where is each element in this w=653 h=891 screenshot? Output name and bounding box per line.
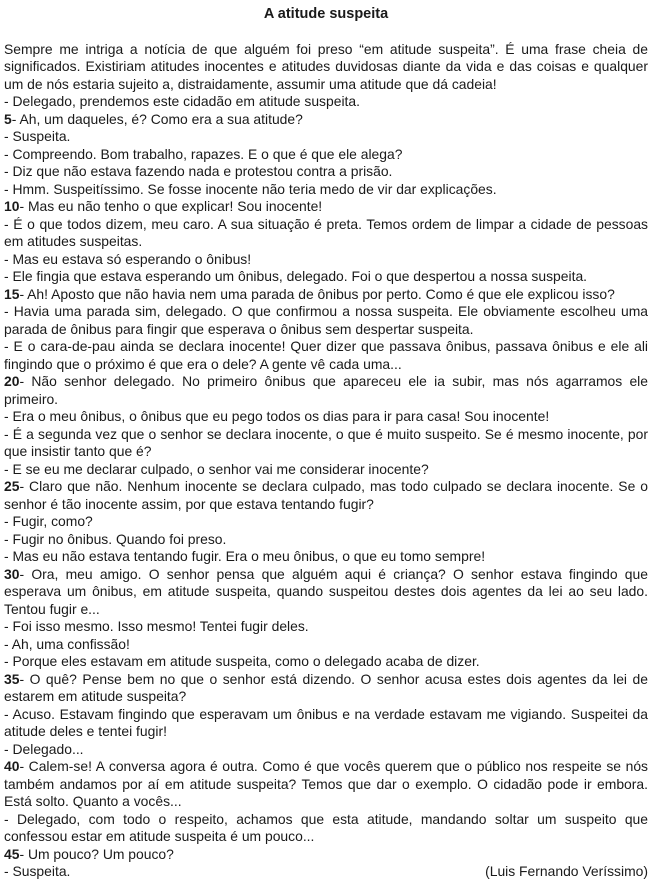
line-text: Sempre me intriga a notícia de que alguém foi preso “em atitude suspeita”. É uma frase cheia de significados. Existiriam atitudes inocentes e atitudes duvidosas diante da vida e das coisas e qualquer um de nós estaria sujeito a, distraidamente, assumir uma atitude que dá cadeia! [4, 40, 648, 92]
line-text: - Fugir no ônibus. Quando foi preso. [4, 530, 227, 547]
text-line [4, 741, 648, 759]
line-text: - E se eu me declarar culpado, o senhor vai me considerar inocente? [4, 460, 429, 477]
text-line [4, 146, 648, 164]
text-line [4, 706, 648, 741]
line-text: - Havia uma parada sim, delegado. O que confirmou a nossa suspeita. Ele obviamente escolheu uma parada de ônibus para fingir que esperava o ônibus sem despertar suspeita. [4, 303, 648, 337]
text-line [4, 758, 648, 811]
line-text: - Calem-se! A conversa agora é outra. Como é que vocês querem que o público nos respeite se nós também andamos por aí em atitude suspeita? Temos que dar o exemplo. O cidadão pode ir embora. Está solto. Quanto a vocês... [4, 758, 648, 809]
line-number: 35 [4, 670, 20, 687]
line-text: - É o que todos dizem, meu caro. A sua situação é preta. Temos ordem de limpar a cidade de pessoas em atitudes suspeitas. [4, 215, 648, 249]
text-line [4, 811, 648, 846]
text-line [4, 548, 648, 566]
line-text: - Um pouco? Um pouco? [19, 845, 174, 862]
closing-text: - Suspeita. [4, 863, 71, 879]
line-text: - Delegado, prendemos este cidadão em atitude suspeita. [4, 93, 360, 109]
line-number: 25 [4, 478, 20, 494]
text-line [4, 251, 648, 269]
document-title: A atitude suspeita [263, 6, 389, 22]
text-line [4, 531, 648, 549]
line-text: - Hmm. Suspeitíssimo. Se fosse inocente não teria medo de vir dar explicações. [4, 180, 497, 197]
text-line [4, 93, 648, 111]
line-number: 20 [4, 373, 20, 389]
text-line [4, 286, 648, 304]
text-line [4, 426, 648, 461]
text-line [4, 513, 648, 531]
line-text: - Delegado, com todo o respeito, achamos que esta atitude, mandando soltar um suspeito que confessou estar em atitude suspeita é um pouco... [4, 810, 648, 844]
line-text: - Acuso. Estavam fingindo que esperavam um ônibus e na verdade estavam me vigiando. Suspeitei da atitude deles e tentei fugir! [4, 705, 648, 739]
line-number: 5 [4, 110, 12, 127]
line-text: - É a segunda vez que o senhor se declara inocente, o que é muito suspeito. Se é mesmo inocente, por que insistir tanto que é? [4, 425, 648, 459]
text-line [4, 636, 648, 654]
line-text: - Diz que não estava fazendo nada e protestou contra a prisão. [4, 163, 393, 179]
text-line [4, 181, 648, 199]
line-text: - Ora, meu amigo. O senhor pensa que alguém aqui é criança? O senhor estava fingindo que esperava um ônibus, em atitude suspeita, quando suspeitou destes dois agentes da lei ao seu lado. Tentou fugir e... [4, 565, 648, 617]
text-line [4, 671, 648, 706]
line-number: 30 [4, 565, 20, 582]
line-number: 10 [4, 198, 20, 214]
line-text: - Ah! Aposto que não havia nem uma parada de ônibus por perto. Como é que ele explicou isso? [19, 285, 615, 302]
line-text: - Era o meu ônibus, o ônibus que eu pego todos os dias para ir para casa! Sou inocente! [4, 408, 550, 424]
line-text: - Compreendo. Bom trabalho, rapazes. E o que é que ele alega? [4, 145, 403, 162]
line-text: - Foi isso mesmo. Isso mesmo! Tentei fugir deles. [4, 618, 309, 634]
text-line [4, 566, 648, 619]
text-line [4, 338, 648, 373]
line-text: - Não senhor delegado. No primeiro ônibus que apareceu ele ia subir, mas nós agarramos ele primeiro. [4, 373, 648, 407]
text-line [4, 408, 648, 426]
text-line [4, 41, 648, 94]
line-text: - Suspeita. [4, 128, 71, 144]
text-line [4, 618, 648, 636]
line-text: - Ah, um daqueles, é? Como era a sua atitude? [11, 110, 303, 127]
line-text: - E o cara-de-pau ainda se declara inocente! Quer dizer que passava ônibus, passava ônibus e ele ali fingindo que o próximo é que era o dele? A gente vê cada uma... [4, 338, 648, 372]
line-text: - Ah, uma confissão! [4, 635, 130, 652]
text-line [4, 303, 648, 338]
text-line [4, 198, 648, 216]
text-line [4, 216, 648, 251]
text-line [4, 111, 648, 129]
line-text: - Mas eu não tenho o que explicar! Sou inocente! [19, 198, 323, 214]
line-text: - Claro que não. Nenhum inocente se declara culpado, mas todo culpado se declara inocente. Se o senhor é tão inocente assim, por que estava tentando fugir? [4, 478, 648, 512]
text-line [4, 653, 648, 671]
line-text: - Delegado... [4, 740, 84, 757]
text-line [4, 846, 648, 864]
author-attribution: (Luis Fernando Veríssimo) [485, 863, 648, 879]
line-number: 45 [4, 845, 20, 862]
line-text: - Porque eles estavam em atitude suspeita, como o delegado acaba de dizer. [4, 653, 480, 669]
line-number: 40 [4, 758, 20, 774]
line-text: - O quê? Pense bem no que o senhor está dizendo. O senhor acusa estes dois agentes da lei de estarem em atitude suspeita? [4, 670, 648, 704]
line-text: - Ele fingia que estava esperando um ônibus, delegado. Foi o que despertou a nossa suspeita. [4, 268, 588, 284]
text-line [4, 128, 648, 146]
line-text: - Mas eu estava só esperando o ônibus! [4, 250, 252, 267]
text-line [4, 373, 648, 408]
text-line [4, 268, 648, 286]
text-line [4, 163, 648, 181]
line-number: 15 [4, 285, 20, 302]
line-text: - Fugir, como? [4, 513, 93, 529]
line-text: - Mas eu não estava tentando fugir. Era o meu ônibus, o que eu tomo sempre! [4, 548, 486, 564]
closing-line [4, 863, 648, 881]
text-line [4, 478, 648, 513]
text-line [4, 461, 648, 479]
